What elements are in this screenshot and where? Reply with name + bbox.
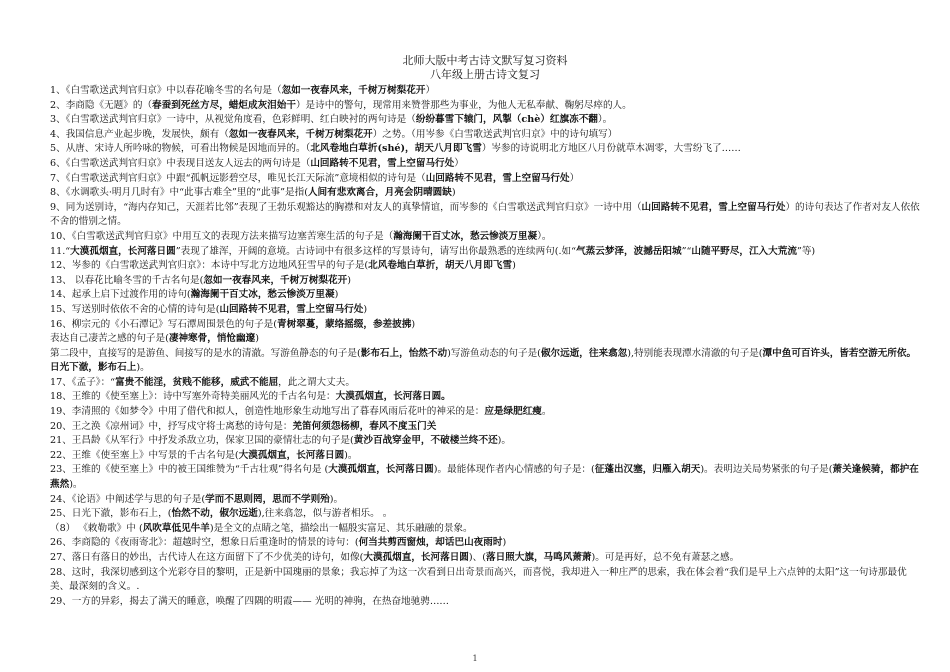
question-line xyxy=(50,347,920,376)
prompt-text: )。最能体现作者内心情感的句子是：( xyxy=(433,464,595,476)
prompt-text: 。 xyxy=(541,406,552,418)
prompt-text: ）。 xyxy=(537,230,552,242)
prompt-text: ） xyxy=(569,172,580,184)
question-line xyxy=(50,142,920,157)
answer-text: 富贵不能淫，贫贱不能移，威武不能屈 xyxy=(115,376,279,388)
prompt-text: ) xyxy=(255,333,259,345)
question-line xyxy=(50,274,920,289)
question-line xyxy=(50,449,920,464)
prompt-text: 28、这时，我深切感到这个光彩夺目的黎明，正是新中国瑰丽的景象；我忘掉了为这一次看到日出奇景而高兴，而喜悦，我却进入一种庄严的思索，我在体会着“我们是早上六点钟的太阳”这一句诗那最优美、最深刻的含义。. xyxy=(50,566,907,593)
answer-text: 忽如一夜春风来，千树万树梨花开 xyxy=(228,128,373,140)
prompt-text: )。 xyxy=(136,362,150,374)
prompt-text: 8、《水调歌头·明月几时有》中“此事古难全”里的“此事”是指( xyxy=(50,187,308,199)
prompt-text: ) xyxy=(363,303,368,315)
prompt-text: 16、柳宗元的《小石潭记》写石潭周围景色的句子是( xyxy=(50,318,278,330)
answer-text: 萧关逢候骑，都护在燕然 xyxy=(50,464,919,491)
answer-text: 人间有悲欢离合，月亮会阴晴圆缺 xyxy=(307,187,452,199)
prompt-text: 2、李商隐《无题》的（ xyxy=(50,99,153,111)
question-line xyxy=(50,551,920,566)
prompt-text: 26、李商隐的《夜雨寄北》：超越时空，想象日后重逢时的情景的诗句：( xyxy=(50,537,359,549)
question-line xyxy=(50,201,920,230)
question-line xyxy=(50,463,920,492)
prompt-text: 13、 以春花比喻冬雪的千古名句是( xyxy=(50,274,204,286)
answer-text: 瀚海阑干百丈冰，愁云惨淡万里凝 xyxy=(393,230,538,242)
prompt-text: )。 xyxy=(329,493,344,505)
prompt-text: )。 xyxy=(69,479,83,491)
question-line xyxy=(50,493,920,508)
question-line xyxy=(50,332,920,347)
prompt-text: 22、王维《使至塞上》中写景的千古名句是( xyxy=(50,449,239,461)
question-line xyxy=(50,405,920,420)
question-line xyxy=(50,128,920,143)
prompt-text: ）。 xyxy=(597,114,613,126)
prompt-text: 表达自己凄苦之感的句子是( xyxy=(50,333,169,345)
question-line xyxy=(50,522,920,537)
prompt-text: ） xyxy=(454,157,464,169)
prompt-text: 23、王维的《使至塞上》中的被王国维赞为“千古壮观”得名句是 ( xyxy=(50,464,329,476)
question-line xyxy=(50,245,920,260)
question-line xyxy=(50,318,920,333)
prompt-text: )是全文的点睛之笔，描绘出一幅殷实富足、其乐融融的景象。 xyxy=(209,522,473,534)
page-number: 1 xyxy=(472,654,478,663)
prompt-text: )。可是再好，总不免有萧瑟之感。 xyxy=(591,552,740,563)
answer-text: 羌笛何须怨杨柳，春风不度玉门关 xyxy=(292,420,437,432)
answer-text: 山随平野尽，江入大荒流 xyxy=(691,245,797,257)
question-list xyxy=(50,84,920,609)
question-line xyxy=(50,113,920,128)
answer-text: 怡然不动，俶尔远逝 xyxy=(171,508,258,520)
answer-text: 大漠孤烟直，长河落日圆。 xyxy=(335,391,451,403)
question-line xyxy=(50,507,920,522)
prompt-text: 4、我国信息产业起步晚，发展快，颇有（ xyxy=(50,128,229,140)
question-line xyxy=(50,172,920,187)
answer-text: 俶尔远逝，往来翕忽 xyxy=(540,347,628,359)
answer-text: 征蓬出汉塞，归雁入胡天 xyxy=(594,464,701,476)
prompt-text: )。 xyxy=(497,435,512,447)
prompt-text: 21、王昌龄《从军行》中抒发杀敌立功，保家卫国的豪情壮志的句子是( xyxy=(50,435,354,447)
answer-text: 影布石上，怡然不动 xyxy=(360,347,448,359)
answer-text: 春蚕到死丝方尽，蜡炬成灰泪始干 xyxy=(152,99,296,111)
answer-text: 大漠孤烟直，长河落日圆 xyxy=(363,552,469,563)
question-line xyxy=(50,288,920,303)
answer-text: 山回路转不见君，雪上空留马行处 xyxy=(641,201,786,213)
answer-text: 凄神寒骨，悄怆幽邃 xyxy=(168,333,256,345)
prompt-text: )。表明边关局势紧张的句子是( xyxy=(700,464,833,476)
answer-text: 山回路转不见君，雪上空留马行处 xyxy=(310,157,455,169)
prompt-text: 14、起承上启下过渡作用的诗句( xyxy=(50,289,191,301)
question-line xyxy=(50,536,920,551)
prompt-text: （8） 《敕勒歌》中 ( xyxy=(50,522,143,534)
answer-text: 风吹草低见牛羊 xyxy=(142,522,210,534)
question-line xyxy=(50,434,920,449)
question-line xyxy=(50,99,920,114)
prompt-text: 24、《论语》中阐述学与思的句子是( xyxy=(50,493,206,505)
question-line xyxy=(50,84,920,99)
answer-text: 北风卷地白草折(shé)，胡天八月即飞雪 xyxy=(310,143,482,155)
question-line xyxy=(50,230,920,245)
question-line xyxy=(50,186,920,201)
answer-text: 瀚海阑干百丈冰，愁云惨淡万里凝 xyxy=(190,289,335,301)
prompt-text: ”“ xyxy=(681,245,692,257)
prompt-text: ) xyxy=(411,318,416,330)
prompt-text: ),特别能表现潭水清澈的句子是( xyxy=(627,347,763,359)
answer-text: 山回路转不见君，雪上空留马行处 xyxy=(425,172,570,184)
prompt-text: ，此之谓大丈夫。 xyxy=(278,376,355,388)
prompt-text: ) xyxy=(502,537,507,549)
answer-text: 应是绿肥红瘦 xyxy=(484,406,542,418)
prompt-text: 17、《孟子》：“ xyxy=(50,376,116,388)
prompt-text: ”表现了雄浑，开阔的意境。古诗词中有很多这样的写景诗句，请写出你最熟悉的连续两句(.如“ xyxy=(175,245,577,257)
prompt-text: 20、王之涣《凉州词》中，抒写戍守将士离愁的诗句是： xyxy=(50,420,293,432)
answer-text: 学而不思则罔，思而不学则殆 xyxy=(205,493,330,505)
prompt-text: 19、李清照的《如梦令》中用了借代和拟人，创造性地形象生动地写出了暮春风雨后花叶的神采的是： xyxy=(50,406,485,418)
answer-text: 大漠孤烟直，长河落日圆 xyxy=(238,449,345,461)
prompt-text: 18、王维的《使至塞上》：诗中写塞外奇特美丽风光的千古名句是： xyxy=(50,391,336,403)
prompt-text: 6、《白雪歌送武判官归京》中表现目送友人远去的两句诗是（ xyxy=(50,157,311,169)
prompt-text: ) xyxy=(451,187,456,199)
prompt-text: 12、岑参的《白雪歌送武判官归京》：本诗中写北方边地风狂雪早的句子是( xyxy=(50,260,369,272)
prompt-text: 11.“ xyxy=(50,245,71,257)
answer-text: 大漠孤烟直，长河落日圆 xyxy=(328,464,434,476)
prompt-text: )、( xyxy=(468,552,486,563)
answer-text: 纷纷暮雪下辕门，风掣（chè）红旗冻不翻 xyxy=(415,114,598,126)
answer-text: 气蒸云梦泽，波撼岳阳城 xyxy=(576,245,682,257)
prompt-text: 1、《白雪歌送武判官归京》中以春花喻冬雪的名句是（ xyxy=(50,85,282,96)
prompt-text: 25、日光下澈，影布石上，( xyxy=(50,508,172,520)
answer-text: 何当共剪西窗烛，却话巴山夜雨时 xyxy=(358,537,503,549)
prompt-text: ),往来翕忽，似与游者相乐。 。 xyxy=(257,508,393,520)
prompt-text: 第二段中，直接写的是游鱼、间接写的是水的清澈。写游鱼静态的句子是( xyxy=(50,347,361,359)
answer-text: 青树翠蔓，蒙络摇缀，参差披拂 xyxy=(277,318,412,330)
question-line xyxy=(50,390,920,405)
question-line xyxy=(50,595,920,610)
prompt-text: ）之势。（用岑参《白雪歌送武判官归京》中的诗句填写） xyxy=(372,128,618,140)
prompt-text: ) xyxy=(347,274,351,286)
document-title: 北师大版中考古诗文默写复习资料 xyxy=(402,54,568,67)
question-line xyxy=(50,566,920,595)
question-line xyxy=(50,157,920,172)
prompt-text: 9、同为送别诗，“海内存知己，天涯若比邻”表现了王勃乐观豁达的胸襟和对友人的真挚情谊，而岑参的《白雪歌送武判官归京》一诗中用（ xyxy=(50,201,642,213)
question-line xyxy=(50,259,920,274)
answer-text: 忽如一夜春风来，千树万树梨花开 xyxy=(281,85,426,96)
document-subtitle: 八年级上册古诗文复习 xyxy=(430,68,540,81)
answer-text: 山回路转不见君，雪上空留马行处 xyxy=(219,303,364,315)
prompt-text: )。 xyxy=(344,449,358,461)
answer-text: 忽如一夜春风来，千树万树梨花开 xyxy=(203,274,348,286)
prompt-text: 29、一方的异彩，揭去了满天的睡意，唤醒了四隅的明霞—— 光明的神驹，在热奋地驰骋…… xyxy=(50,595,450,607)
prompt-text: )写游鱼动态的句子是( xyxy=(447,347,541,359)
prompt-text: ）是诗中的警句，现常用来赞誉那些为事业，为他人无私奉献、鞠躬尽瘁的人。 xyxy=(295,99,632,111)
prompt-text: 5、从唐、宋诗人所吟咏的物候，可看出物候是因地而异的。（ xyxy=(50,143,311,155)
answer-text: 黄沙百战穿金甲，不破楼兰终不还 xyxy=(353,435,498,447)
answer-text: 大漠孤烟直，长河落日圆 xyxy=(70,245,176,257)
prompt-text: 10、《白雪歌送武判官归京》中用互文的表现方法来描写边塞苦寒生活的句子是（ xyxy=(50,230,394,242)
answer-text: 潭中鱼可百许头，皆若空游无所依。日光下澈，影布石上 xyxy=(50,347,917,374)
question-line xyxy=(50,376,920,391)
prompt-text: ）的诗句表达了作者对友人依依不舍的惜别之情。 xyxy=(50,201,920,228)
prompt-text: 15、写送别时依依不舍的心情的诗句是( xyxy=(50,303,220,315)
prompt-text: 27、落日有落日的妙出，古代诗人在这方面留下了不少优美的诗句，如像( xyxy=(50,552,364,563)
question-line xyxy=(50,420,920,435)
answer-text: 北风卷地白草折，胡天八月即飞雪 xyxy=(368,260,513,272)
prompt-text: ) xyxy=(512,260,516,272)
question-line xyxy=(50,303,920,318)
prompt-text: 7、《白雪歌送武判官归京》中跟“孤帆远影碧空尽，唯见长江天际流”意境相似的诗句是（ xyxy=(50,172,426,184)
prompt-text: ”等) xyxy=(796,245,816,257)
answer-text: 落日照大旗，马鸣风萧萧 xyxy=(485,552,592,563)
prompt-text: ）岑参的诗说明北方地区八月份就草木凋零，大雪纷飞了…… xyxy=(481,143,741,155)
prompt-text: ） xyxy=(425,85,436,96)
prompt-text: ) xyxy=(334,289,339,301)
prompt-text: 3、《白雪歌送武判官归京》一诗中，从视觉角度看，色彩鲜明、红白映衬的两句诗是（ xyxy=(50,114,416,126)
